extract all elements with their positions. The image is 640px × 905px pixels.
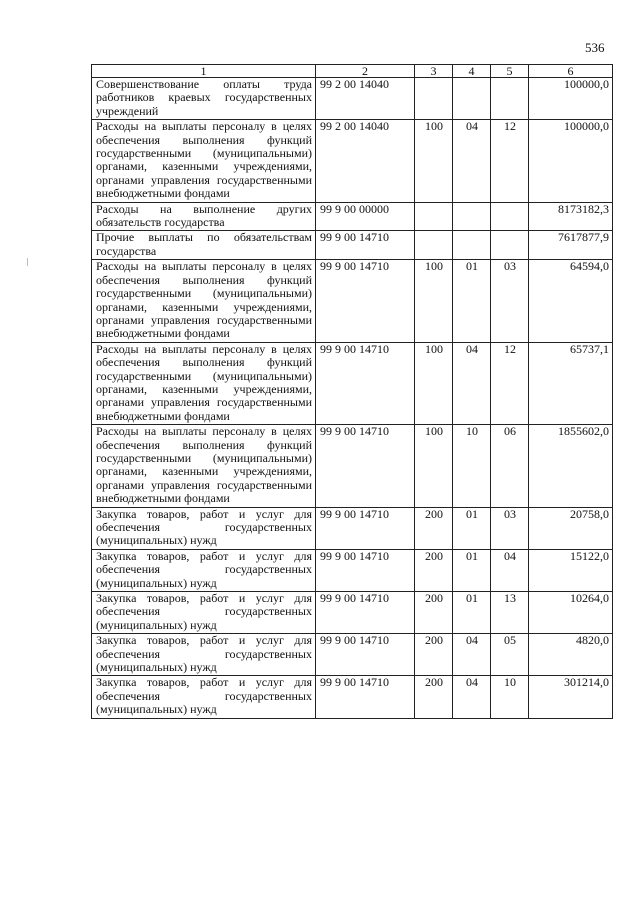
row-col4-cell: 04: [453, 676, 491, 718]
row-amount-cell: 10264,0: [529, 592, 613, 634]
row-col3-cell: 200: [415, 634, 453, 676]
row-name-cell: Закупка товаров, работ и услуг для обеспечения государственных (муниципальных) нужд: [92, 592, 316, 634]
row-amount-cell: 301214,0: [529, 676, 613, 718]
row-code-cell: 99 2 00 14040: [316, 78, 415, 120]
row-col4-cell: 04: [453, 634, 491, 676]
budget-table: [91, 64, 613, 719]
table-row: [92, 231, 613, 260]
table-row: [92, 507, 613, 549]
row-name-cell: Прочие выплаты по обязательствам государства: [92, 231, 316, 260]
column-header-1: 1: [92, 65, 316, 78]
row-col3-cell: [415, 78, 453, 120]
row-col4-cell: 04: [453, 342, 491, 424]
table-row: [92, 342, 613, 424]
row-amount-cell: 4820,0: [529, 634, 613, 676]
row-col4-cell: [453, 202, 491, 231]
row-code-cell: 99 9 00 14710: [316, 342, 415, 424]
row-col4-cell: 01: [453, 507, 491, 549]
row-name-cell: Расходы на выполнение других обязательств государства: [92, 202, 316, 231]
table-row: [92, 592, 613, 634]
column-header-3: 3: [415, 65, 453, 78]
table-row: [92, 676, 613, 718]
row-col4-cell: 10: [453, 425, 491, 507]
row-col5-cell: 13: [491, 592, 529, 634]
row-col4-cell: 01: [453, 549, 491, 591]
table-row: [92, 202, 613, 231]
row-col3-cell: 200: [415, 507, 453, 549]
row-code-cell: 99 9 00 14710: [316, 231, 415, 260]
scan-artifact: [27, 258, 28, 266]
row-col5-cell: [491, 202, 529, 231]
table-row: [92, 634, 613, 676]
column-header-5: 5: [491, 65, 529, 78]
row-col5-cell: 03: [491, 507, 529, 549]
row-col4-cell: 04: [453, 120, 491, 202]
column-header-4: 4: [453, 65, 491, 78]
row-col3-cell: 100: [415, 120, 453, 202]
row-col5-cell: 03: [491, 260, 529, 342]
row-col3-cell: [415, 202, 453, 231]
page-number: 536: [585, 40, 605, 55]
row-amount-cell: 7617877,9: [529, 231, 613, 260]
row-code-cell: 99 9 00 14710: [316, 676, 415, 718]
row-name-cell: Закупка товаров, работ и услуг для обеспечения государственных (муниципальных) нужд: [92, 676, 316, 718]
row-col4-cell: 01: [453, 260, 491, 342]
row-amount-cell: 8173182,3: [529, 202, 613, 231]
row-code-cell: 99 9 00 14710: [316, 507, 415, 549]
row-code-cell: 99 9 00 14710: [316, 549, 415, 591]
row-name-cell: Расходы на выплаты персоналу в целях обеспечения выполнения функций государственными (муниципальными) органами, казенными учреждениями, органами управления государственными внебюджетными фондами: [92, 425, 316, 507]
row-col3-cell: [415, 231, 453, 260]
table-row: [92, 425, 613, 507]
row-col3-cell: 200: [415, 676, 453, 718]
row-name-cell: Закупка товаров, работ и услуг для обеспечения государственных (муниципальных) нужд: [92, 634, 316, 676]
row-code-cell: 99 9 00 14710: [316, 425, 415, 507]
row-amount-cell: 15122,0: [529, 549, 613, 591]
row-code-cell: 99 9 00 14710: [316, 634, 415, 676]
row-amount-cell: 100000,0: [529, 120, 613, 202]
table-row: [92, 549, 613, 591]
row-amount-cell: 65737,1: [529, 342, 613, 424]
row-col5-cell: 10: [491, 676, 529, 718]
table-row: [92, 120, 613, 202]
table-header-row: [92, 65, 613, 78]
row-col5-cell: 04: [491, 549, 529, 591]
row-amount-cell: 1855602,0: [529, 425, 613, 507]
row-name-cell: Расходы на выплаты персоналу в целях обеспечения выполнения функций государственными (муниципальными) органами, казенными учреждениями, органами управления государственными внебюджетными фондами: [92, 342, 316, 424]
row-col5-cell: 05: [491, 634, 529, 676]
row-col3-cell: 200: [415, 592, 453, 634]
row-col4-cell: 01: [453, 592, 491, 634]
row-col5-cell: 12: [491, 120, 529, 202]
row-code-cell: 99 9 00 14710: [316, 260, 415, 342]
row-col5-cell: [491, 231, 529, 260]
row-col4-cell: [453, 231, 491, 260]
row-name-cell: Закупка товаров, работ и услуг для обеспечения государственных (муниципальных) нужд: [92, 507, 316, 549]
row-amount-cell: 100000,0: [529, 78, 613, 120]
row-col5-cell: 12: [491, 342, 529, 424]
row-name-cell: Расходы на выплаты персоналу в целях обеспечения выполнения функций государственными (муниципальными) органами, казенными учреждениями, органами управления государственными внебюджетными фондами: [92, 260, 316, 342]
row-code-cell: 99 9 00 00000: [316, 202, 415, 231]
row-name-cell: Расходы на выплаты персоналу в целях обеспечения выполнения функций государственными (муниципальными) органами, казенными учреждениями, органами управления государственными внебюджетными фондами: [92, 120, 316, 202]
row-col5-cell: 06: [491, 425, 529, 507]
row-col4-cell: [453, 78, 491, 120]
column-header-2: 2: [316, 65, 415, 78]
column-header-6: 6: [529, 65, 613, 78]
table-row: [92, 78, 613, 120]
table-body: [92, 78, 613, 719]
row-code-cell: 99 2 00 14040: [316, 120, 415, 202]
row-col5-cell: [491, 78, 529, 120]
row-col3-cell: 100: [415, 425, 453, 507]
row-amount-cell: 20758,0: [529, 507, 613, 549]
row-code-cell: 99 9 00 14710: [316, 592, 415, 634]
row-amount-cell: 64594,0: [529, 260, 613, 342]
row-col3-cell: 200: [415, 549, 453, 591]
row-col3-cell: 100: [415, 342, 453, 424]
row-name-cell: Совершенствование оплаты труда работников краевых государственных учреждений: [92, 78, 316, 120]
row-col3-cell: 100: [415, 260, 453, 342]
row-name-cell: Закупка товаров, работ и услуг для обеспечения государственных (муниципальных) нужд: [92, 549, 316, 591]
table-row: [92, 260, 613, 342]
